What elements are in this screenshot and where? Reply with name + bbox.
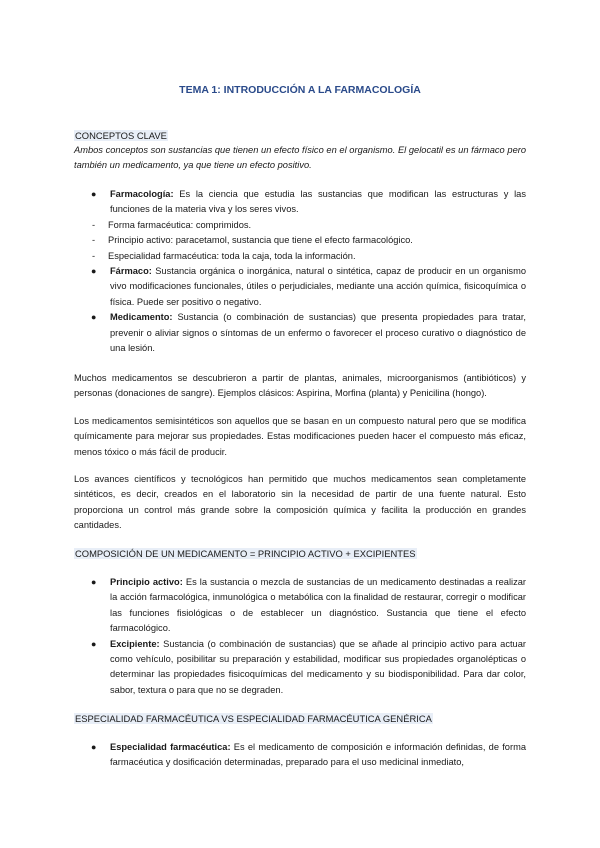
sub-list-item: - Especialidad farmacéutica: toda la caja, toda la información.	[74, 249, 526, 264]
list-item	[74, 740, 526, 771]
dash-icon: -	[92, 250, 96, 261]
bullet-icon: ●	[91, 189, 97, 199]
definition: Sustancia (o combinación de sustancias) que presenta propiedades para tratar, prevenir o aliviar signos o síntomas de un enfermo o favorecer el proceso curativo o diagnóstico de una lesión.	[110, 312, 526, 354]
bullet-icon: ●	[91, 266, 97, 277]
term: Principio activo:	[110, 577, 183, 587]
list-item	[74, 187, 526, 218]
paragraph-semisynthetic: Los medicamentos semisintéticos son aquellos que se basan en un compuesto natural pero que se modifica químicamente para mejorar sus propiedades. Estas modificaciones pueden hacer el compuesto más eficaz, menos tóxico o más fácil de producir.	[74, 416, 526, 457]
term: Especialidad farmacéutica:	[110, 742, 231, 752]
section-heading-label: CONCEPTOS CLAVE	[75, 130, 167, 141]
list-item	[74, 310, 526, 356]
paragraph-synthetic: Los avances científicos y tecnológicos han permitido que muchos medicamentos sean completamente sintéticos, es decir, creados en el laboratorio sin la necesidad de partir de una fuente natural. Esto proporciona un control más grande sobre la composición química y facilita la producción en grandes cantidades.	[74, 474, 526, 531]
bullet-icon: ●	[91, 577, 97, 587]
term: Excipiente:	[110, 638, 160, 649]
definition: Es la sustancia o mezcla de sustancias de un medicamento destinadas a realizar la acción farmacológica, inmunológica o metabólica con la finalidad de restaurar, corregir o modificar las funciones fisiológicas o de establecer un diagnóstico. Sustancia que tiene el efecto farmacológico.	[110, 577, 527, 634]
section-heading-especialidad	[74, 711, 526, 726]
intro-paragraph: Ambos conceptos son sustancias que tienen un efecto físico en el organismo. El gelocatil es un fármaco pero también un medicamento, ya que tiene un efecto positivo.	[74, 145, 526, 171]
term: Farmacología:	[110, 189, 174, 199]
key-concepts-list	[74, 187, 526, 356]
specialty-list	[74, 740, 526, 771]
composition-list	[74, 575, 526, 698]
term: Medicamento:	[110, 312, 173, 323]
definition: Sustancia (o combinación de sustancias) que se añade al principio activo para actuar como vehículo, posibilitar su preparación y estabilidad, modificar sus propiedades organolépticas o determinar las propiedades fisicoquímicas del medicamento y su biodisponibilidad. Para dar color, sabor, textura o para que no se degraden.	[110, 638, 526, 695]
dash-icon: -	[92, 219, 96, 230]
list-item	[74, 264, 526, 310]
definition: Sustancia orgánica o inorgánica, natural o sintética, capaz de producir en un organismo vivo modificaciones funcionales, útiles o perjudiciales, mediante una acción química, fisicoquímica o física. Puede ser positivo o negativo.	[110, 266, 526, 307]
list-item	[74, 637, 526, 699]
bullet-icon: ●	[91, 312, 97, 323]
sub-list-item: - Principio activo: paracetamol, sustancia que tiene el efecto farmacológico.	[74, 233, 526, 248]
sub-list-container	[74, 218, 526, 264]
page-title: TEMA 1: INTRODUCCIÓN A LA FARMACOLOGÍA	[179, 84, 421, 96]
sub-list-item: - Forma farmacéutica: comprimidos.	[74, 218, 526, 233]
sub-list	[74, 218, 526, 264]
section-heading-label: ESPECIALIDAD FARMACÉUTICA VS ESPECIALIDAD FARMACÉUTICA GENÉRICA	[75, 713, 432, 724]
definition: Es el medicamento de composición e información definidas, de forma farmacéutica y dosificación determinadas, preparado para el uso medicinal inmediato,	[110, 742, 526, 768]
bullet-icon: ●	[91, 742, 97, 752]
section-heading-conceptos	[74, 128, 526, 143]
section-heading-composicion	[74, 546, 526, 561]
dash-icon: -	[92, 235, 96, 246]
definition: Es la ciencia que estudia las sustancias que modifican las estructuras y las funciones de la materia viva y los seres vivos.	[110, 189, 526, 215]
bullet-icon: ●	[91, 638, 97, 649]
term: Fármaco:	[110, 266, 152, 277]
list-item	[74, 575, 526, 637]
section-heading-label: COMPOSICIÓN DE UN MEDICAMENTO = PRINCIPIO ACTIVO + EXCIPIENTES	[75, 548, 416, 559]
paragraph-origins: Muchos medicamentos se descubrieron a partir de plantas, animales, microorganismos (antibióticos) y personas (donaciones de sangre). Ejemplos clásicos: Aspirina, Morfina (planta) y Penicilina (hongo).	[74, 373, 526, 399]
